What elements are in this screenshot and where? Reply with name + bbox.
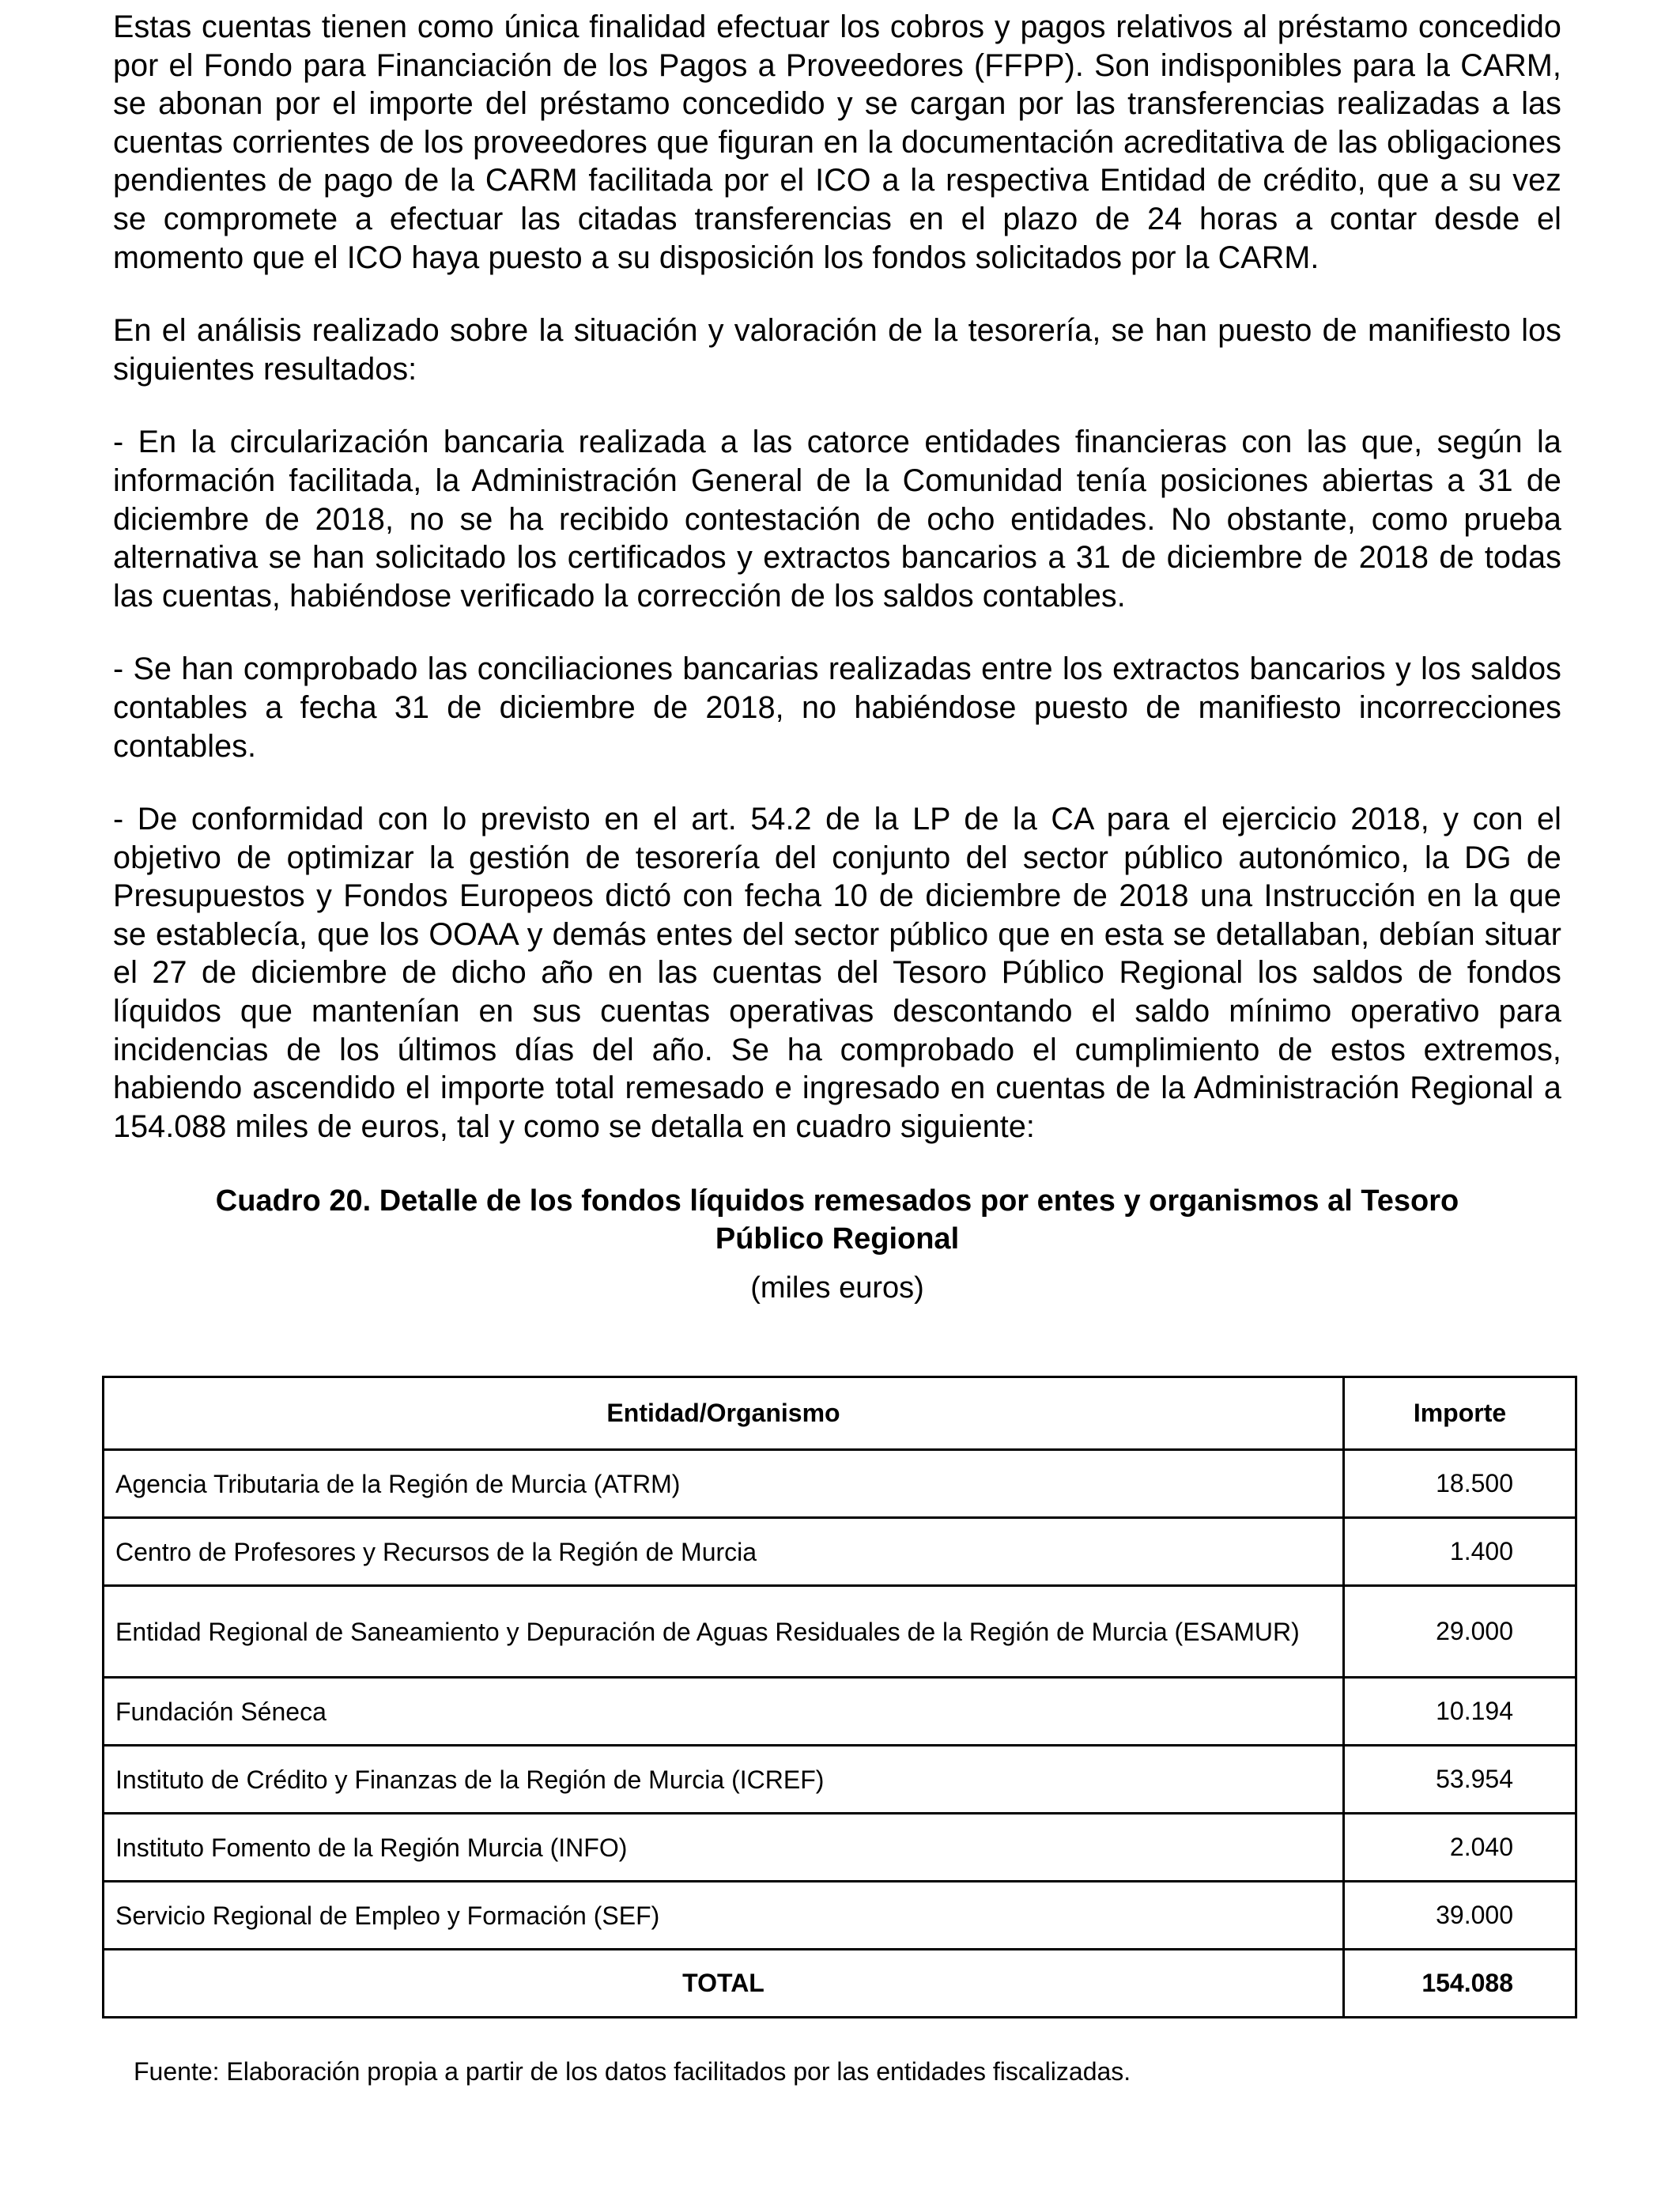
entity-cell: Instituto de Crédito y Finanzas de la Región de Murcia (ICREF): [104, 1746, 1344, 1814]
paragraph-treasury-instruction: - De conformidad con lo previsto en el art. 54.2 de la LP de la CA para el ejercicio 2018, y con el objetivo de optimizar la gestión de tesorería del conjunto del sector público autonómico, la DG de Presupuestos y Fondos Europeos dictó con fecha 10 de diciembre de 2018 una Instrucción en la que se establecía, que los OOAA y demás entes del sector público que en esta se detallaban, debían situar el 27 de diciembre de dicho año en las cuentas del Tesoro Público Regional los saldos de fondos líquidos que mantenían en sus cuentas operativas descontando el saldo mínimo operativo para incidencias de los últimos días del año. Se ha comprobado el cumplimiento de estos extremos, habiendo ascendido el importe total remesado e ingresado en cuentas de la Administración Regional a 154.088 miles de euros, tal y como se detalla en cuadro siguiente:: [113, 802, 1561, 1144]
table-row: [104, 1678, 1576, 1746]
table-row: [104, 1450, 1576, 1518]
table-row: [104, 1814, 1576, 1882]
header-entity: Entidad/Organismo: [104, 1377, 1344, 1450]
paragraph-ffpp-accounts: Estas cuentas tienen como única finalidad efectuar los cobros y pagos relativos al préstamo concedido por el Fondo para Financiación de los Pagos a Proveedores (FFPP). Son indisponibles para la CARM, se abonan por el importe del préstamo concedido y se cargan por las transferencias realizadas a las cuentas corrientes de los proveedores que figuran en la documentación acreditativa de las obligaciones pendientes de pago de la CARM facilitada por el ICO a la respectiva Entidad de crédito, que a su vez se compromete a efectuar las citadas transferencias en el plazo de 24 horas a contar desde el momento que el ICO haya puesto a su disposición los fondos solicitados por la CARM.: [113, 9, 1561, 275]
amount-cell: 2.040: [1344, 1814, 1576, 1882]
paragraph-analysis-intro: En el análisis realizado sobre la situación y valoración de la tesorería, se han puesto de manifiesto los siguientes resultados:: [113, 313, 1561, 387]
table-row: [104, 1882, 1576, 1950]
total-amount-cell: 154.088: [1344, 1950, 1576, 2018]
table-row: [104, 1518, 1576, 1586]
table-units: (miles euros): [750, 1271, 924, 1305]
amount-cell: 39.000: [1344, 1882, 1576, 1950]
entity-cell: Servicio Regional de Empleo y Formación (SEF): [104, 1882, 1344, 1950]
paragraph-bank-circularization: - En la circularización bancaria realizada a las catorce entidades financieras con las que, según la información facilitada, la Administración General de la Comunidad tenía posiciones abiertas a 31 de diciembre de 2018, no se ha recibido contestación de ocho entidades. No obstante, como prueba alternativa se han solicitado los certificados y extractos bancarios a 31 de diciembre de 2018 de todas las cuentas, habiéndose verificado la corrección de los saldos contables.: [113, 425, 1561, 614]
table-source-note: Fuente: Elaboración propia a partir de los datos facilitados por las entidades fiscalizadas.: [134, 2057, 1131, 2086]
funds-table-container: [102, 1376, 1577, 2018]
header-amount: Importe: [1344, 1377, 1576, 1450]
amount-cell: 18.500: [1344, 1450, 1576, 1518]
amount-cell: 10.194: [1344, 1678, 1576, 1746]
table-header-row: [104, 1377, 1576, 1450]
table-row: [104, 1586, 1576, 1678]
table-total-row: [104, 1950, 1576, 2018]
funds-table: [102, 1376, 1577, 2018]
entity-cell: Fundación Séneca: [104, 1678, 1344, 1746]
table-caption: [113, 1180, 1561, 1258]
document-body: [113, 8, 1561, 1307]
entity-cell: Instituto Fomento de la Región Murcia (INFO): [104, 1814, 1344, 1882]
entity-cell: Agencia Tributaria de la Región de Murcia (ATRM): [104, 1450, 1344, 1518]
amount-cell: 53.954: [1344, 1746, 1576, 1814]
entity-cell: Entidad Regional de Saneamiento y Depuración de Aguas Residuales de la Región de Murcia (ESAMUR): [104, 1586, 1344, 1678]
total-label-cell: TOTAL: [104, 1950, 1344, 2018]
amount-cell: 1.400: [1344, 1518, 1576, 1586]
table-caption-line-2: Público Regional: [715, 1222, 960, 1256]
table-row: [104, 1746, 1576, 1814]
table-caption-line-1: Cuadro 20. Detalle de los fondos líquidos remesados por entes y organismos al Tesoro: [215, 1184, 1459, 1218]
amount-cell: 29.000: [1344, 1586, 1576, 1678]
entity-cell: Centro de Profesores y Recursos de la Región de Murcia: [104, 1518, 1344, 1586]
paragraph-bank-reconciliations: - Se han comprobado las conciliaciones bancarias realizadas entre los extractos bancarios y los saldos contables a fecha 31 de diciembre de 2018, no habiéndose puesto de manifiesto incorrecciones contables.: [113, 651, 1561, 764]
